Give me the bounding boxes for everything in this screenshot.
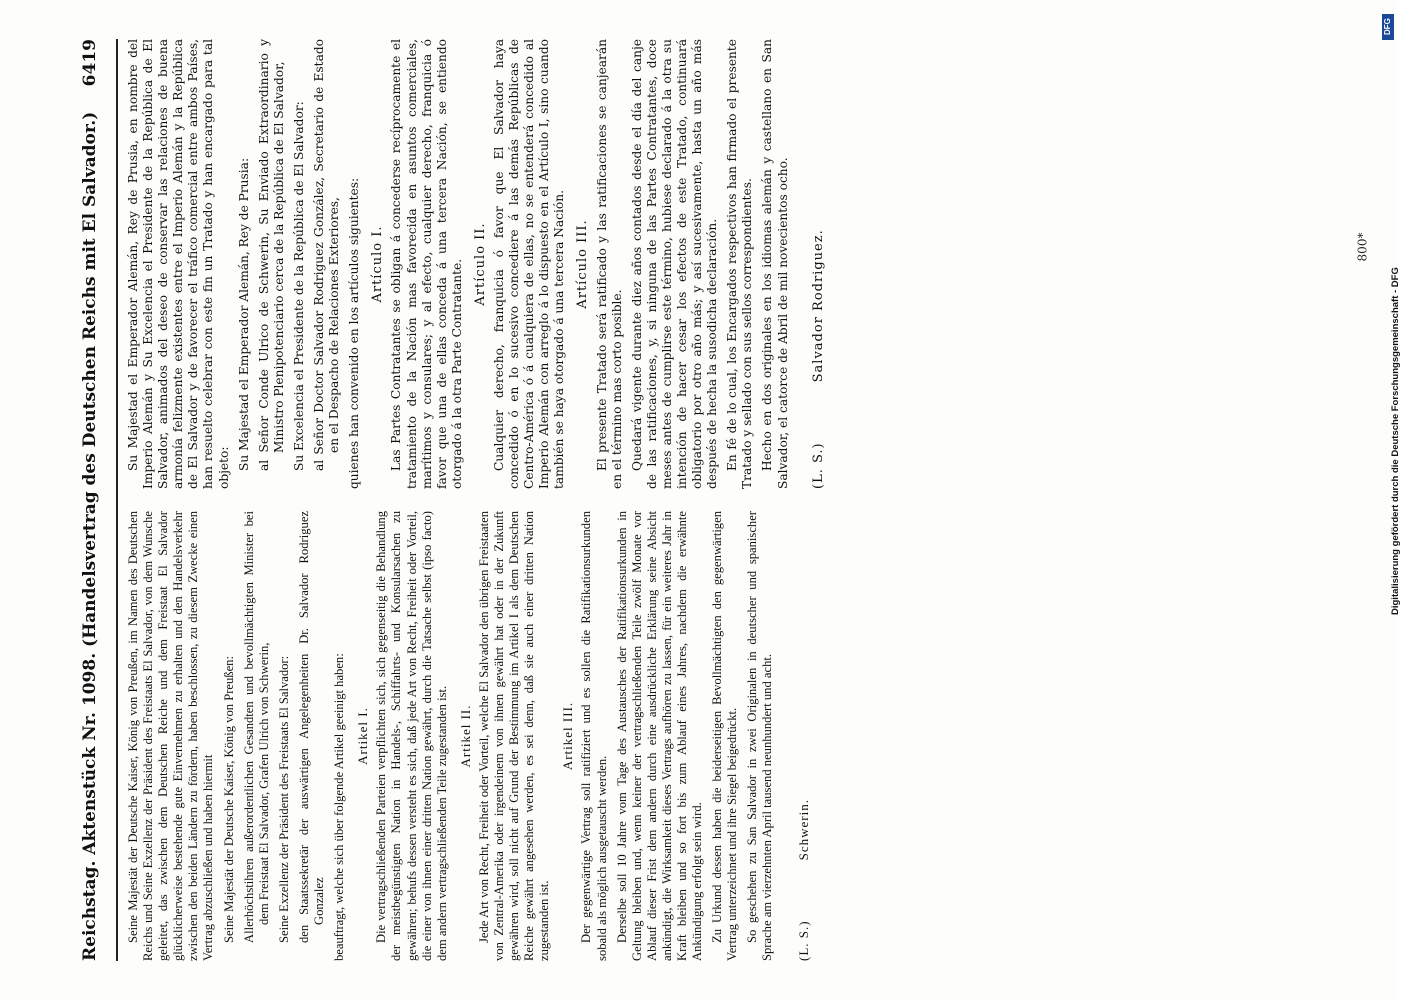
paragraph: Quedará vigente durante diez años contados desde el día del canje de las ratificaciones, y, si ninguna de las Partes Contratantes, doce meses antes de cumplirse este término, hubiese declarado á la otra su intención de hacer cesar los efectos de este Tratado, continuará obligatorio por otro año más; y así sucesivamente, hasta un año más después de hecha la susodicha declaración. (629, 39, 720, 489)
signer-name: Schwerin. (795, 799, 811, 861)
article-heading: Artículo II. (472, 222, 488, 306)
paragraph: Su Majestad el Emperador Alemán, Rey de Prusia, en nombre del Imperio Alemán y Su Excelencia el Presidente de la República de El Salvador, animados del deseo de conservar las relaciones de buena armonía felizmente existentes entre el Imperio Alemán y la República de El Salvador y de favorecer el tráfico comercial entre ambos Países, han resuelto celebrar con este fin un Tratado y han encargado para tal objeto: (126, 39, 231, 489)
paragraph: En fé de lo cual, los Encargados respectivos han firmado el presente Tratado y sellado con sus sellos correspondientes. (725, 39, 755, 489)
seal-mark: (L. S.) (795, 920, 811, 961)
paragraph: Der gegenwärtige Vertrag soll ratifiziert und es sollen die Ratifikationsurkunden sobald als möglich ausgetauscht werden. (579, 511, 609, 961)
article-heading: Artículo III. (575, 219, 591, 309)
paragraph: al Señor Doctor Salvador Rodriguez González, Secretario de Estado en el Despacho de Relaciones Exteriores, (312, 39, 342, 471)
paragraph: Las Partes Contratantes se obligan á concederse recíprocamente el tratamiento de la Nación mas favorecida en asuntos comerciales, marítimos y consulares; y al efecto, cualquier derecho, franquicia ó favor que una de ellas conceda á una tercera Nación, se entiendo otorgado á la otra Parte Contratante. (389, 39, 464, 489)
paragraph: beauftragt, welche sich über folgende Artikel geeinigt haben: (332, 653, 347, 961)
article-heading: Artículo I. (370, 225, 386, 303)
page-header (80, 39, 118, 961)
page-number: 6419 (80, 39, 100, 87)
signature-block (796, 511, 811, 961)
dfg-logo-icon: DFG (1382, 14, 1394, 40)
paragraph: Hecho en dos originales en los idiomas alemán y castellano en San Salvador, el catorce de Abril de mil novecientos ocho. (760, 39, 790, 489)
paragraph: Die vertragschließenden Parteien verpflichten sich, sich gegenseitig die Behandlung der meistbegünstigten Nation in Handels-, Schiffahrts- und Konsularsachen zu gewähren; behufs dessen versteht es sich, daß jede Art von Recht, Freiheit oder Vorteil, die einer von ihnen einer dritten Nation gewährt, durch die Tatsache selbst (ipso facto) dem andern vertragschließenden Teile zugestanden ist. (374, 511, 449, 961)
paragraph: Seine Exzellenz der Präsident des Freistaats El Salvador: (276, 655, 291, 943)
article-heading: Artikel III. (560, 701, 576, 771)
paragraph: Su Excelencia el Presidente de la República de El Salvador: (291, 101, 306, 471)
article-heading: Artikel I. (355, 707, 371, 765)
signature-block (811, 39, 826, 489)
paragraph: Su Majestad el Emperador Alemán, Rey de Prusia: (236, 157, 251, 471)
paragraph: Derselbe soll 10 Jahre vom Tage des Austausches der Ratifikationsurkunden in Geltung bleiben und, wenn keiner der vertragschließenden Teile zwölf Monate vor Ablauf dieser Frist dem andern durch eine ausdrückliche Erklärung seine Absicht ankündigt, die Wirksamkeit dieses Vertrags aufhören zu lassen, für ein weiteres Jahr in Kraft bleiben und so fort bis zum Ablauf eines Jahres, nachdem die erwähnte Ankündigung erfolgt sein wird. (614, 511, 705, 961)
header-title: Reichstag. Aktenstück Nr. 1098. (Handelsvertrag des Deutschen Reichs mit El Salvador.) (80, 111, 100, 961)
rotated-content (80, 25, 1320, 975)
paragraph: Seine Majestät der Deutsche Kaiser, König von Preußen, im Namen des Deutschen Reichs und Seine Exzellenz der Präsident des Freistaats El Salvador, von dem Wunsche geleitet, das zwischen dem Deutschen Reiche und dem Freistaat El Salvador glücklicherweise bestehende gute Einvernehmen zu erhalten und den Handelsverkehr zwischen den beiden Ländern zu fördern, haben beschlossen, zu diesem Zwecke einen Vertrag abzuschließen und haben hiermit (126, 511, 216, 961)
spanish-column (126, 39, 1296, 489)
paragraph: Allerhöchstihren außerordentlichen Gesandten und bevollmächtigten Minister bei dem Freistaat El Salvador, Grafen Ulrich von Schwerin, (241, 511, 271, 943)
seal-mark: (L. S.) (810, 442, 826, 489)
paragraph: Seine Majestät der Deutsche Kaiser, König von Preußen: (221, 656, 236, 943)
paragraph: Cualquier derecho, franquicia ó favor que El Salvador haya concedido ó en lo sucesivo concediere á las demás Repúblicas de Centro-América ó á cualquiera de ellas, no se entenderá concedido al Imperio Alemán con arreglo á lo dispuesto en el Artículo I, sino cuando también se haya otorgado á una tercera Nación. (491, 39, 567, 489)
page-mark: 800* (1355, 232, 1370, 262)
article-heading: Artikel II. (457, 704, 473, 768)
signer-name: Salvador Rodriguez. (810, 229, 826, 383)
paragraph: Jede Art von Recht, Freiheit oder Vorteil, welche El Salvador den übrigen Freistaaten von Zentral-Amerika oder irgendeinem von ihnen gewährt hat oder in der Zukunft gewähren wird, soll nicht auf Grund der Bestimmung im Artikel I als dem Deutschen Reiche gewährt angesehen werden, es sei denn, daß sie auch einer dritten Nation zugestanden ist. (476, 511, 552, 961)
paragraph: quienes han convenido en los artículos siguientes: (347, 177, 362, 489)
columns (126, 39, 1296, 961)
paragraph: al Señor Conde Ulrico de Schwerin, Su Enviado Extraordinario y Ministro Plenipotenciario cerca de la República de El Salvador, (256, 39, 286, 471)
german-column (126, 511, 1296, 961)
paragraph: den Staatssekretär der auswärtigen Angelegenheiten Dr. Salvador Rodriguez Gonzalez (296, 511, 327, 943)
digitization-note: Digitalisierung gefördert durch die Deutsche Forschungsgemeinschaft - DFG (1390, 267, 1401, 615)
paragraph: Zu Urkund dessen haben die beiderseitigen Bevollmächtigten den gegenwärtigen Vertrag unterzeichnet und ihre Siegel beigedrückt. (710, 511, 740, 961)
paragraph: El presente Tratado será ratificado y las ratificaciones se canjearán en el término mas corto posible. (594, 39, 624, 489)
paragraph: So geschehen zu San Salvador in zwei Originalen in deutscher und spanischer Sprache am vierzehnten April tausend neunhundert und acht. (745, 511, 775, 961)
